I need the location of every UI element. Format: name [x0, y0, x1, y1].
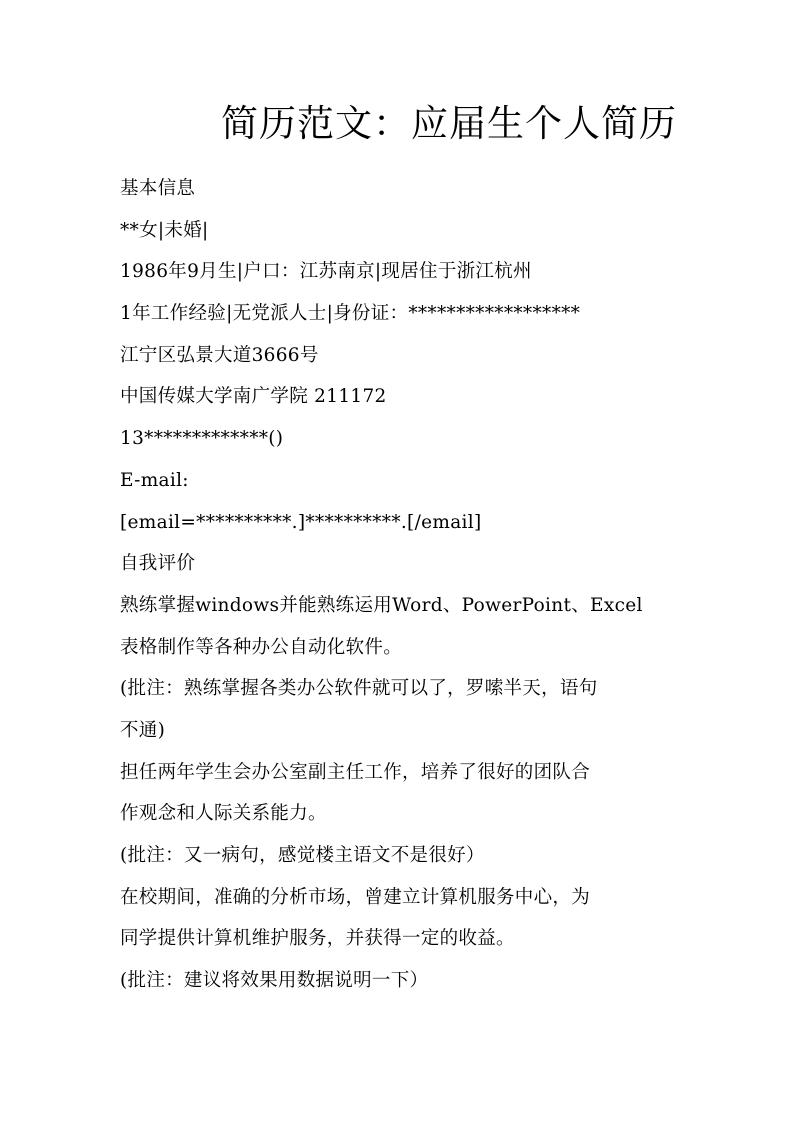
- annotation-line: (批注：熟练掌握各类办公软件就可以了，罗嗦半天，语句: [120, 678, 598, 700]
- annotation-line: (批注：又一病句，感觉楼主语文不是很好）: [120, 845, 485, 866]
- section-heading-self-evaluation: 自我评价: [120, 553, 196, 575]
- paragraph-line: 熟练掌握windows并能熟练运用Word、PowerPoint、Excel: [120, 594, 643, 616]
- school-postcode-line: 中国传媒大学南广学院 211172: [120, 386, 387, 408]
- phone-line: 13*************(): [120, 428, 284, 450]
- paragraph-line: 同学提供计算机维护服务，并获得一定的收益。: [120, 928, 515, 950]
- paragraph-line: 担任两年学生会办公室副主任工作，培养了很好的团队合: [120, 761, 591, 783]
- paragraph-line: 在校期间，准确的分析市场，曾建立计算机服务中心，为: [120, 886, 591, 908]
- document-body: [120, 168, 680, 1002]
- experience-id-info: 1年工作经验|无党派人士|身份证：******************: [120, 303, 581, 325]
- annotation-line: (批注：建议将效果用数据说明一下）: [120, 970, 429, 992]
- email-value: [email=**********.]**********.[/email]: [120, 511, 482, 533]
- section-heading-basic-info: 基本信息: [120, 178, 196, 199]
- paragraph-line: 作观念和人际关系能力。: [120, 803, 327, 825]
- annotation-line: 不通): [120, 719, 166, 741]
- gender-marital-status: **女|未婚|: [120, 219, 209, 241]
- document-title: 简历范文：应届生个人简历: [221, 102, 677, 145]
- email-label: E-mail:: [120, 469, 189, 491]
- address-line: 江宁区弘景大道3666号: [120, 344, 319, 366]
- birth-residence-info: 1986年9月生|户口：江苏南京|现居住于浙江杭州: [120, 261, 532, 283]
- paragraph-line: 表格制作等各种办公自动化软件。: [120, 636, 403, 658]
